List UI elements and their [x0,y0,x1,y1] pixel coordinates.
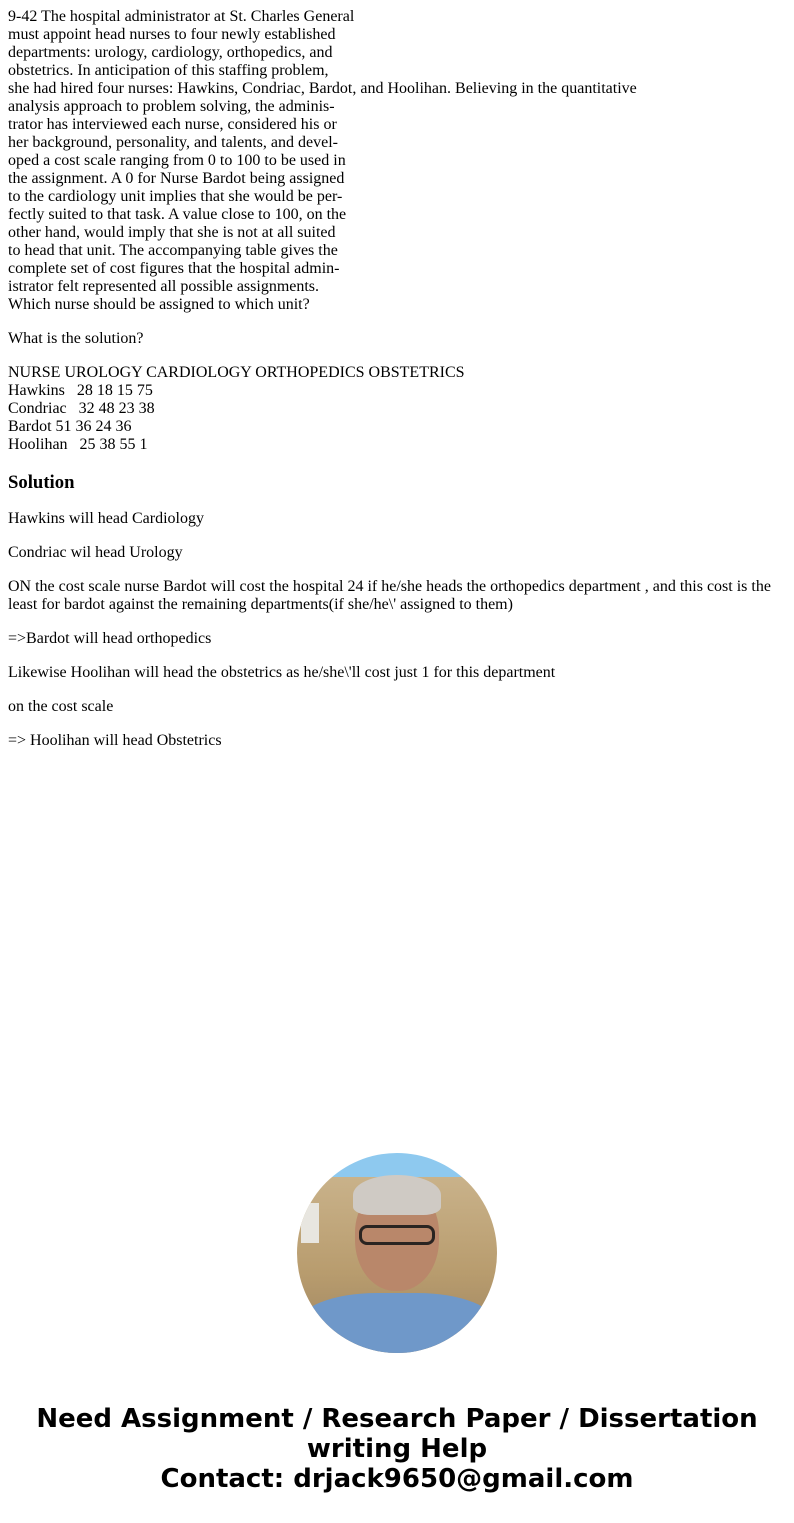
question-line: Which nurse should be assigned to which unit? [8,296,310,313]
question-line: oped a cost scale ranging from 0 to 100 to be used in [8,152,346,169]
question-line: she had hired four nurses: Hawkins, Condriac, Bardot, and Hoolihan. Believing in the quantitative [8,80,637,97]
question-line: the assignment. A 0 for Nurse Bardot being assigned [8,170,345,187]
question-line: fectly suited to that task. A value close to 100, on the [8,206,347,223]
question-line: istrator felt represented all possible assignments. [8,278,320,295]
avatar-background-panel [301,1203,319,1243]
table-header: NURSE UROLOGY CARDIOLOGY ORTHOPEDICS OBSTETRICS [8,364,465,381]
question-prompt: What is the solution? [8,330,144,347]
banner-contact: Contact: drjack9650@gmail.com [160,1464,634,1494]
solution-paragraph: =>Bardot will head orthopedics [8,630,212,647]
question-line: obstetrics. In anticipation of this staffing problem, [8,62,329,79]
table-row: Condriac 32 48 23 38 [8,400,155,417]
question-line: complete set of cost figures that the hospital admin- [8,260,340,277]
question-line: her background, personality, and talents, and devel- [8,134,338,151]
banner-line: Need Assignment / Research Paper / Dissertation [36,1404,758,1434]
question-line: 9-42 The hospital administrator at St. Charles General [8,8,355,25]
question-line: departments: urology, cardiology, orthopedics, and [8,44,333,61]
solution-paragraph: Hawkins will head Cardiology [8,510,204,527]
avatar-shirt [297,1293,497,1353]
question-line: analysis approach to problem solving, the adminis- [8,98,335,115]
document [0,0,794,750]
contact-banner [0,1404,794,1494]
table-row: Hoolihan 25 38 55 1 [8,436,148,453]
solution-paragraph: => Hoolihan will head Obstetrics [8,732,222,749]
solution-paragraph: Condriac wil head Urology [8,544,183,561]
author-avatar [297,1153,497,1353]
question-line: to the cardiology unit implies that she would be per- [8,188,343,205]
solution-paragraph: ON the cost scale nurse Bardot will cost the hospital 24 if he/she heads the orthopedics department , and this cost is the least for bardot against the remaining departments(if she/he\' assigned to them) [8,578,771,613]
table-row: Bardot 51 36 24 36 [8,418,132,435]
avatar-glasses [359,1225,435,1245]
solution-paragraph: Likewise Hoolihan will head the obstetrics as he/she\'ll cost just 1 for this department [8,664,556,681]
question-text [8,8,786,314]
banner-line: writing Help [306,1434,488,1464]
solution-paragraph: on the cost scale [8,698,114,715]
question-line: trator has interviewed each nurse, considered his or [8,116,337,133]
question-line: to head that unit. The accompanying table gives the [8,242,338,259]
question-line: other hand, would imply that she is not at all suited [8,224,336,241]
avatar-hair [353,1175,441,1215]
table-row: Hawkins 28 18 15 75 [8,382,153,399]
cost-table [8,364,786,454]
solution-heading: Solution [8,472,75,493]
question-line: must appoint head nurses to four newly established [8,26,336,43]
